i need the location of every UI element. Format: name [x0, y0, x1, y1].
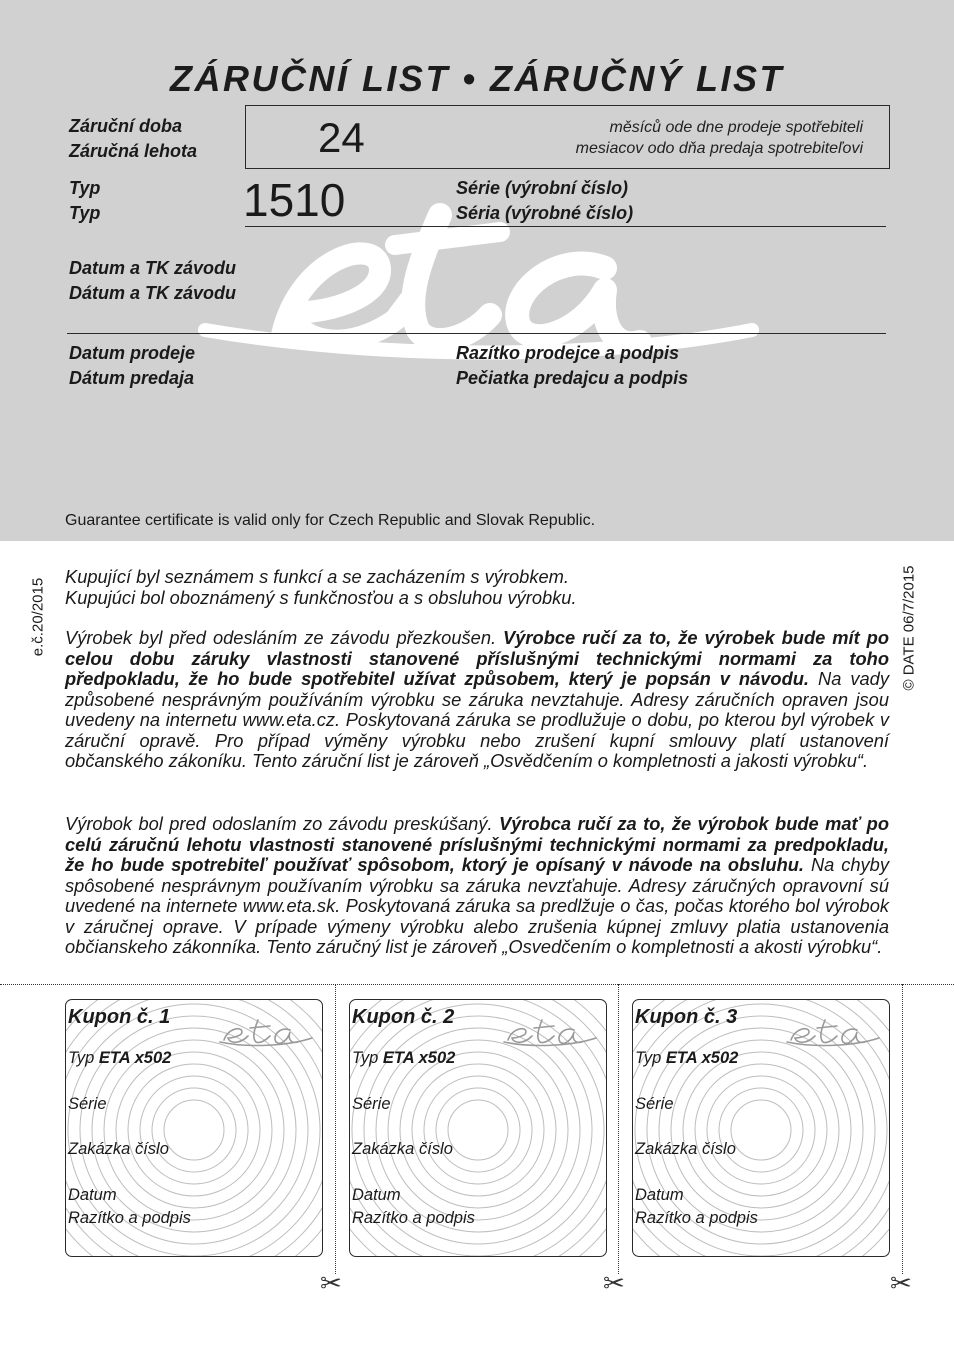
coupon-type [635, 1049, 738, 1068]
eta-logo [218, 1014, 314, 1048]
scissors-icon: ✂ [890, 1268, 912, 1298]
coupon-type-label: Typ [635, 1049, 662, 1067]
scissors-icon: ✂ [320, 1268, 342, 1298]
terms-sk-intro: Výrobok bol pred odoslaním zo závodu preskúšaný. [65, 813, 499, 834]
eta-logo [785, 1014, 881, 1048]
buyer-statement [65, 567, 889, 608]
cut-line-vertical-2 [618, 984, 619, 1274]
eta-logo [502, 1014, 598, 1048]
copyright-date: © DATE 06/7/2015 [900, 565, 918, 691]
warranty-period-box [245, 105, 890, 169]
factory-label-cz: Datum a TK závodu [69, 258, 237, 278]
terms-sk-bold: Výrobca ručí za to, že výrobok bude mať po celú záručnú lehotu vlastnosti stanovené príslušnými technickými normami za predpokladu, že ho bude spotrebiteľ používať spôsobom, ktorý je opísaný v návode na obsluhu. [65, 813, 889, 875]
terms-cz-rest: Na vady způsobené nesprávným používáním výrobku se záruka nevztahuje. Adresy záručních opraven jsou uvedeny na internetu www.eta.cz. Poskytovaná záruka se prodlužuje o dobu, po kterou byl výrobek v záruční opravě. Pro případ výměny výrobku nebo zrušení kupní smlouvy platí ustanovení občanského zákoníku. Tento záruční list je zároveň „Osvědčením o kompletnosti a jakosti výrobku“. [65, 668, 889, 771]
cut-line-vertical-1 [335, 984, 336, 1274]
warranty-note [576, 117, 863, 159]
coupon-serie: Série [352, 1095, 391, 1113]
buyer-statement-sk: Kupujúci bol oboznámený s funkčnosťou a s obsluhou výrobku. [65, 586, 577, 608]
warranty-terms-cz [65, 628, 889, 772]
terms-sk-rest: Na chyby spôsobené nesprávnym používaním výrobku sa záruka nevzťahuje. Adresy záručných opravovní sú uvedené na internete www.eta.sk. Poskytovaná záruka sa predlžuje o čas, počas ktorého bol výrobok v záručnej oprave. V prípade výmeny výrobku alebo zrušenia kúpnej zmluvy platia ustanovenia občianskeho zákonníka. Tento záručný list je zároveň „Osvedčením o kompletnosti a akosti výrobku“. [65, 854, 889, 957]
coupon-type [352, 1049, 455, 1068]
cut-line-horizontal [0, 984, 954, 985]
coupon-title: Kupon č. 2 [352, 1006, 455, 1028]
coupon-date: Datum [635, 1186, 684, 1204]
page-title: ZÁRUČNÍ LIST • ZÁRUČNÝ LIST [169, 58, 785, 99]
scissors-icon: ✂ [603, 1268, 625, 1298]
sale-date-cz: Datum prodeje [69, 343, 196, 363]
warranty-terms-sk [65, 814, 889, 958]
seller-stamp-label [456, 341, 688, 391]
coupon-serie: Série [68, 1095, 107, 1113]
coupon-order-number: Zakázka číslo [635, 1140, 736, 1158]
coupon-title: Kupon č. 3 [635, 1006, 738, 1028]
type-label-sk: Typ [69, 203, 101, 223]
coupon-title: Kupon č. 1 [68, 1006, 171, 1028]
coupon-2 [349, 999, 607, 1257]
coupon-type-value: ETA x502 [665, 1049, 739, 1067]
seller-stamp-sk: Pečiatka predajcu a podpis [456, 368, 689, 388]
terms-cz-bold: Výrobce ručí za to, že výrobek bude mít po celou dobu záruky vlastnosti stanovené příslušnými technickými normami za toho předpokladu, že ho bude spotřebitel užívat způsobem, který je popsán v návodu. [65, 627, 889, 689]
seller-stamp-cz: Razítko prodejce a podpis [456, 343, 680, 363]
coupon-date: Datum [68, 1186, 117, 1204]
coupon-date: Datum [352, 1186, 401, 1204]
coupon-order-number: Zakázka číslo [68, 1140, 169, 1158]
guarantee-validity-note: Guarantee certificate is valid only for Czech Republic and Slovak Republic. [65, 512, 596, 529]
sale-date-sk: Dátum predaja [69, 368, 195, 388]
type-value: 1510 [243, 174, 346, 226]
coupon-3 [632, 999, 890, 1257]
warranty-months-value: 24 [318, 114, 365, 161]
coupon-stamp-signature: Razítko a podpis [68, 1209, 191, 1227]
coupon-1 [65, 999, 323, 1257]
coupon-type [68, 1049, 171, 1068]
serial-label-cz: Série (výrobní číslo) [456, 178, 629, 198]
warranty-note-cz: měsíců ode dne prodeje spotřebiteli [609, 119, 863, 136]
document-number: e.č.20/2015 [29, 577, 47, 657]
type-label-cz: Typ [69, 178, 101, 198]
serial-label-sk: Séria (výrobné číslo) [456, 203, 634, 223]
cut-line-vertical-3 [902, 984, 903, 1274]
factory-date-label [69, 256, 236, 306]
divider-type [245, 226, 886, 227]
type-label [69, 176, 100, 226]
warranty-label-cz: Záruční doba [69, 116, 183, 136]
warranty-label-sk: Záručná lehota [69, 141, 198, 161]
coupon-type-label: Typ [352, 1049, 379, 1067]
warranty-note-sk: mesiacov odo dňa predaja spotrebiteľovi [575, 140, 863, 157]
coupon-type-label: Typ [68, 1049, 95, 1067]
coupon-type-value: ETA x502 [382, 1049, 456, 1067]
sale-date-label [69, 341, 195, 391]
divider-factory [67, 333, 886, 334]
coupon-serie: Série [635, 1095, 674, 1113]
terms-cz-intro: Výrobek byl před odesláním ze závodu přezkoušen. [65, 627, 504, 648]
coupon-order-number: Zakázka číslo [352, 1140, 453, 1158]
serial-label [456, 176, 633, 226]
coupon-type-value: ETA x502 [98, 1049, 172, 1067]
coupon-stamp-signature: Razítko a podpis [635, 1209, 758, 1227]
factory-label-sk: Dátum a TK závodu [69, 283, 237, 303]
warranty-period-label [69, 114, 197, 164]
coupon-stamp-signature: Razítko a podpis [352, 1209, 475, 1227]
buyer-statement-cz: Kupující byl seznámem s funkcí a se zacházením s výrobkem. [65, 566, 569, 587]
